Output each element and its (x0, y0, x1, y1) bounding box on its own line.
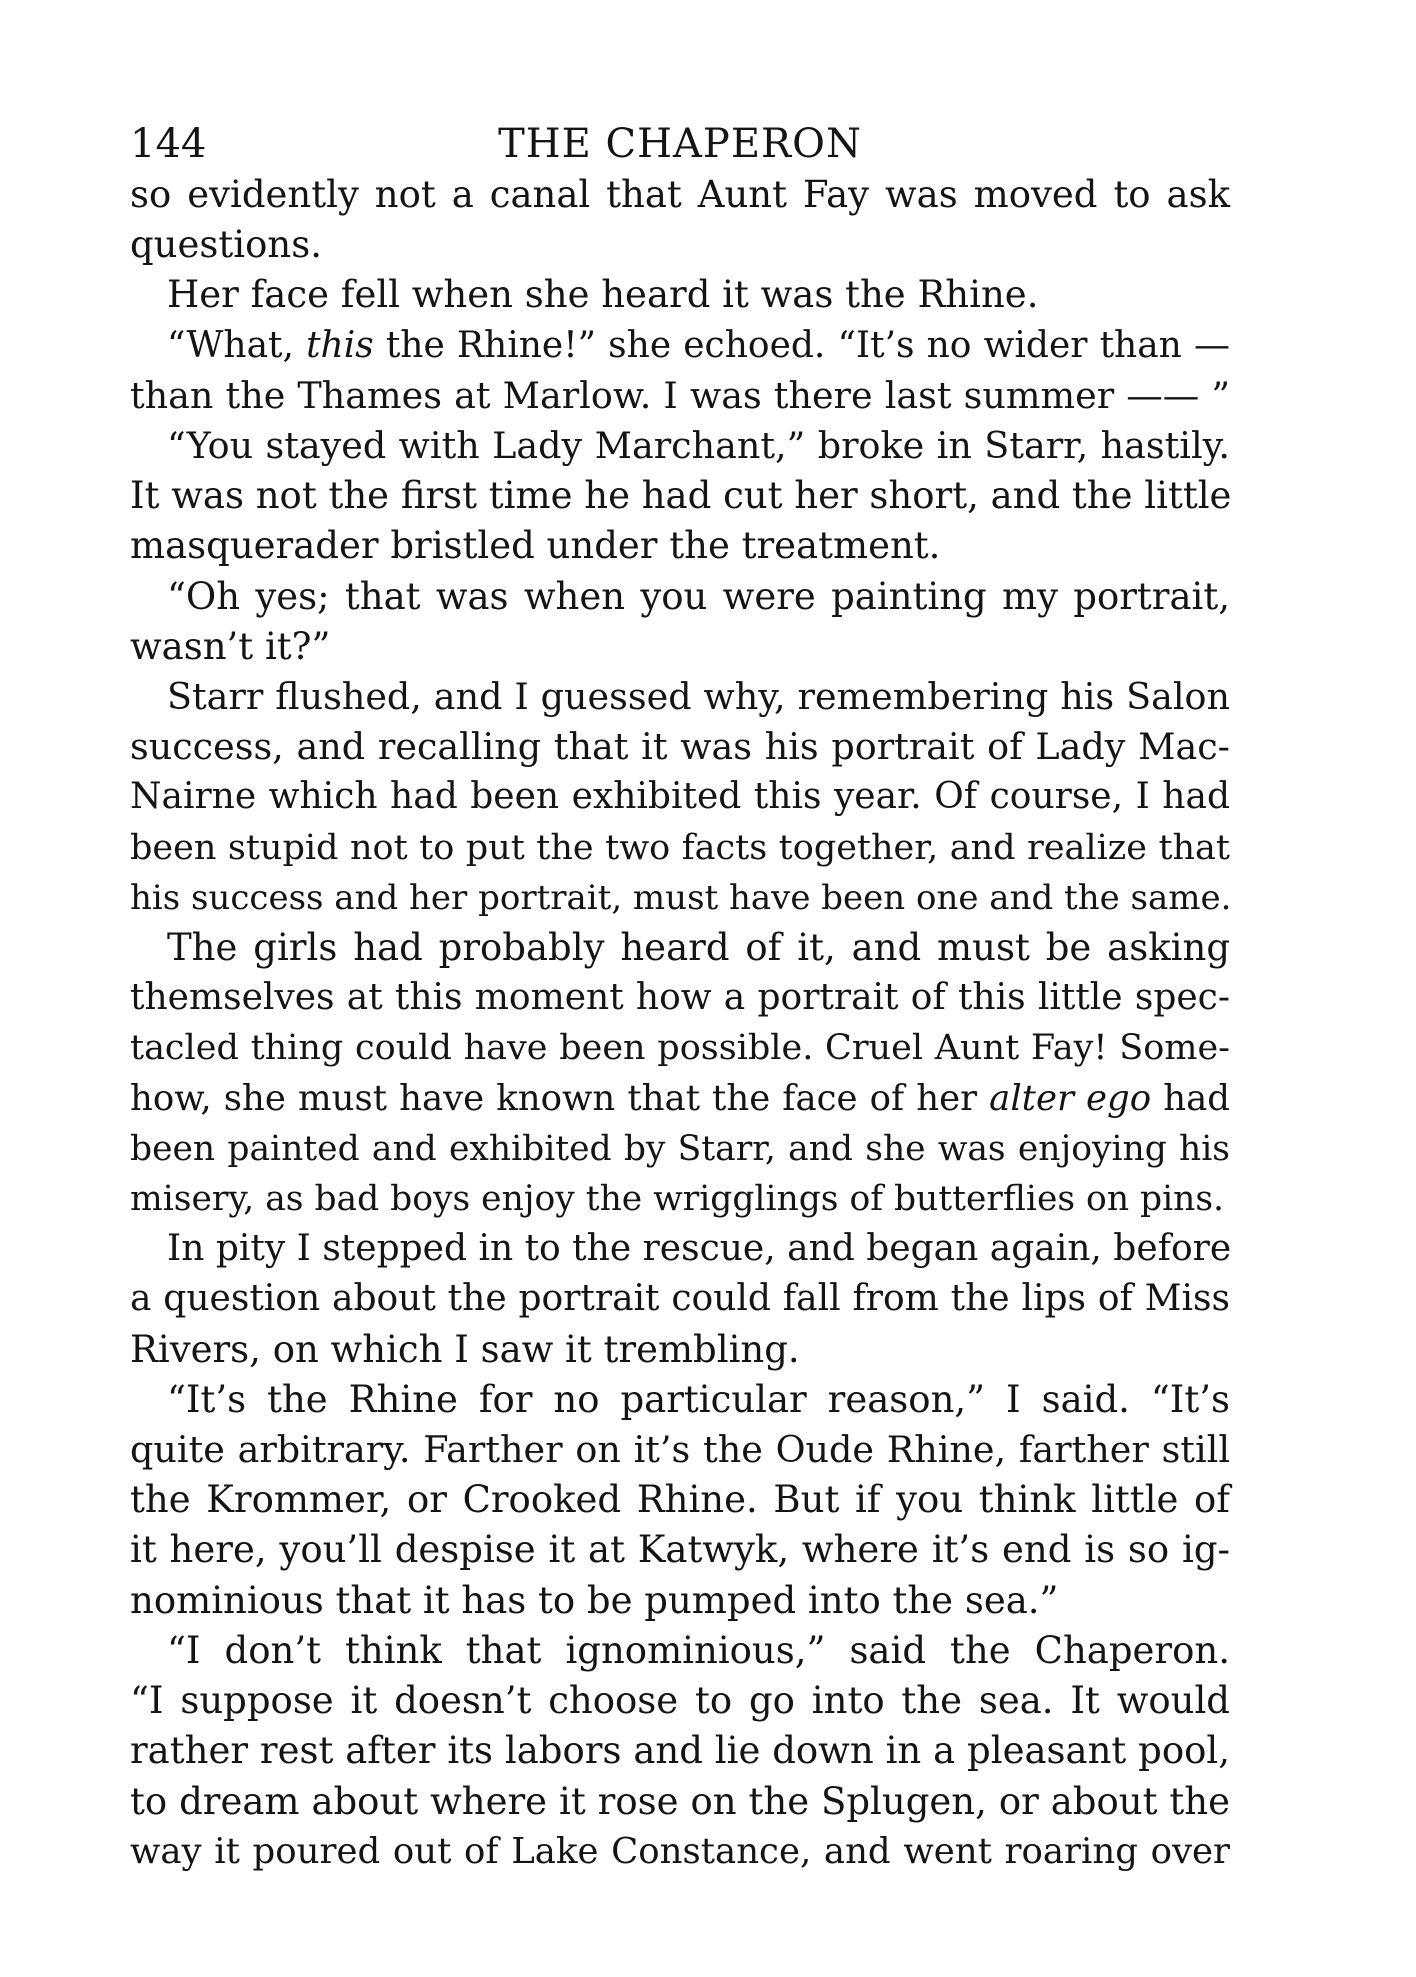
text-line: been painted and exhibited by Starr, and she was enjoying his (130, 1128, 1230, 1169)
text-line: a question about the portrait could fall from the lips of Miss (130, 1278, 1230, 1320)
paragraph (130, 1626, 1230, 1877)
text-line: It was not the first time he had cut her short, and the little (130, 474, 1232, 518)
text-line: so evidently not a canal that Aunt Fay was moved to ask (130, 173, 1230, 216)
page-number: 144 (130, 121, 207, 167)
text-line: how, she must have known that the face of her alter ego had (130, 1077, 1230, 1119)
text-line: been stupid not to put the two facts together, and realize that (130, 827, 1230, 868)
text-line: to dream about where it rose on the Splugen, or about the (130, 1779, 1230, 1823)
paragraph (130, 572, 1230, 672)
text-line: the Krommer, or Crooked Rhine. But if you think little of (130, 1478, 1230, 1522)
text-line: nominious that it has to be pumped into the sea.” (130, 1578, 1059, 1622)
text-line: rather rest after its labors and lie down in a pleasant pool, (130, 1729, 1230, 1773)
text-line: wasn’t it?” (130, 624, 331, 668)
paragraph (130, 270, 1230, 320)
text-line: success, and recalling that it was his portrait of Lady Mac- (130, 725, 1230, 769)
text-line: masquerader bristled under the treatment. (130, 524, 941, 568)
text-line: “I suppose it doesn’t choose to go into the sea. It would (130, 1679, 1230, 1723)
paragraph (130, 321, 1230, 421)
text-line: “What, this the Rhine!” she echoed. “It’s no wider than — (167, 324, 1230, 366)
paragraph (130, 170, 1230, 270)
paragraph (130, 923, 1230, 1224)
body-text (130, 170, 1230, 1877)
text-line: Her face fell when she heard it was the Rhine. (167, 273, 1039, 317)
text-line: than the Thames at Marlow. I was there last summer —— ” (130, 373, 1230, 417)
text-line: questions. (130, 223, 322, 267)
text-line: his success and her portrait, must have been one and the same. (130, 877, 1232, 918)
text-line: Rivers, on which I saw it trembling. (130, 1327, 800, 1371)
text-line: tacled thing could have been possible. Cruel Aunt Fay! Some- (130, 1028, 1230, 1069)
text-line: “You stayed with Lady Marchant,” broke in Starr, hastily. (167, 424, 1230, 468)
text-line: it here, you’ll despise it at Katwyk, where it’s end is so ig- (130, 1528, 1230, 1572)
text-line: themselves at this moment how a portrait of this little spec- (130, 977, 1230, 1019)
book-page (130, 118, 1230, 1877)
text-line: The girls had probably heard of it, and must be asking (167, 926, 1230, 970)
text-line: “Oh yes; that was when you were painting my portrait, (167, 574, 1230, 618)
paragraph (130, 421, 1230, 572)
running-head (130, 118, 1230, 170)
text-line: Nairne which had been exhibited this year. Of course, I had (130, 776, 1230, 818)
text-line: In pity I stepped in to the rescue, and began again, before (167, 1228, 1232, 1270)
running-title: THE CHAPERON (498, 121, 862, 167)
text-line: quite arbitrary. Farther on it’s the Oude Rhine, farther still (130, 1428, 1230, 1472)
paragraph (130, 672, 1230, 923)
paragraph (130, 1375, 1230, 1626)
paragraph (130, 1224, 1230, 1375)
text-line: way it poured out of Lake Constance, and went roaring over (130, 1830, 1230, 1872)
text-line: “I don’t think that ignominious,” said the Chaperon. (167, 1628, 1230, 1672)
text-line: “It’s the Rhine for no particular reason,” I said. “It’s (167, 1377, 1230, 1421)
text-line: Starr flushed, and I guessed why, remembering his Salon (167, 675, 1230, 719)
text-line: misery, as bad boys enjoy the wrigglings of butterflies on pins. (130, 1179, 1225, 1220)
